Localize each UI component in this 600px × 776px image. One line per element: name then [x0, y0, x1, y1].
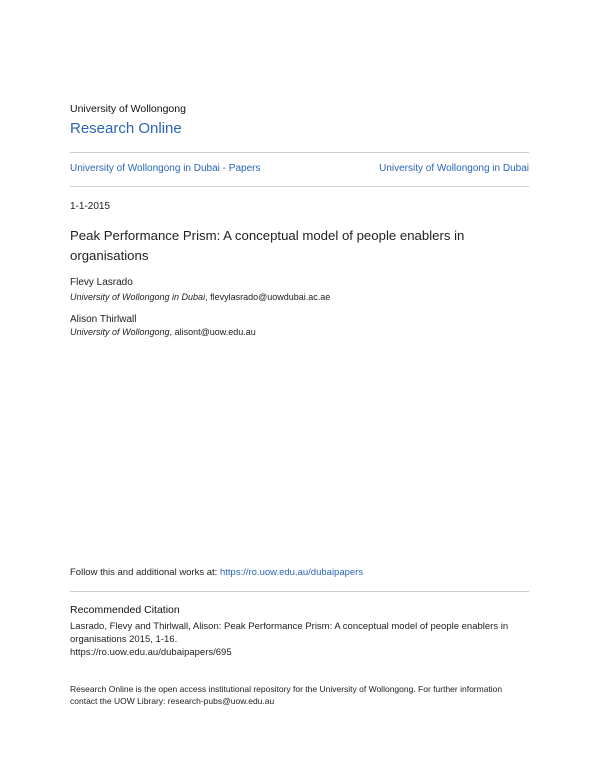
collection-link-dubai[interactable]: University of Wollongong in Dubai — [379, 163, 529, 174]
author-affiliation-1: University of Wollongong in Dubai, flevylasrado@uowdubai.ac.ae — [70, 292, 331, 302]
institution-name: University of Wollongong — [70, 103, 186, 115]
paper-title: Peak Performance Prism: A conceptual model of people enablers in organisations — [70, 228, 465, 263]
citation-text: Lasrado, Flevy and Thirlwall, Alison: Peak Performance Prism: A conceptual model of people enablers in organisations 2015, 1-16. — [70, 621, 509, 645]
affiliation-institution-2: University of Wollongong — [70, 327, 170, 337]
author-affiliation-2: University of Wollongong, alisont@uow.edu.au — [70, 327, 256, 337]
author-name-2: Alison Thirlwall — [70, 314, 137, 325]
affiliation-institution-1: University of Wollongong in Dubai — [70, 292, 206, 302]
author-name-1: Flevy Lasrado — [70, 277, 133, 288]
repository-name[interactable]: Research Online — [70, 120, 182, 137]
divider-collections — [70, 186, 529, 187]
author-email-2[interactable]: alisont@uow.edu.au — [174, 327, 256, 337]
author-email-1[interactable]: flevylasrado@uowdubai.ac.ae — [210, 292, 331, 302]
follow-text: Follow this and additional works at: — [70, 567, 220, 578]
divider-top — [70, 152, 529, 153]
repository-footer: Research Online is the open access institutional repository for the University of Wollongong. For further information contact the UOW Library: research-pubs@uow.edu.au — [70, 684, 503, 706]
follow-line — [70, 567, 363, 578]
citation-block — [70, 620, 530, 659]
citation-heading: Recommended Citation — [70, 604, 180, 616]
collection-link-papers[interactable]: University of Wollongong in Dubai - Papers — [70, 163, 261, 174]
follow-link[interactable]: https://ro.uow.edu.au/dubaipapers — [219, 567, 364, 578]
citation-url[interactable]: https://ro.uow.edu.au/dubaipapers/695 — [70, 647, 232, 658]
divider-citation — [70, 591, 529, 592]
publication-date: 1-1-2015 — [70, 201, 111, 212]
